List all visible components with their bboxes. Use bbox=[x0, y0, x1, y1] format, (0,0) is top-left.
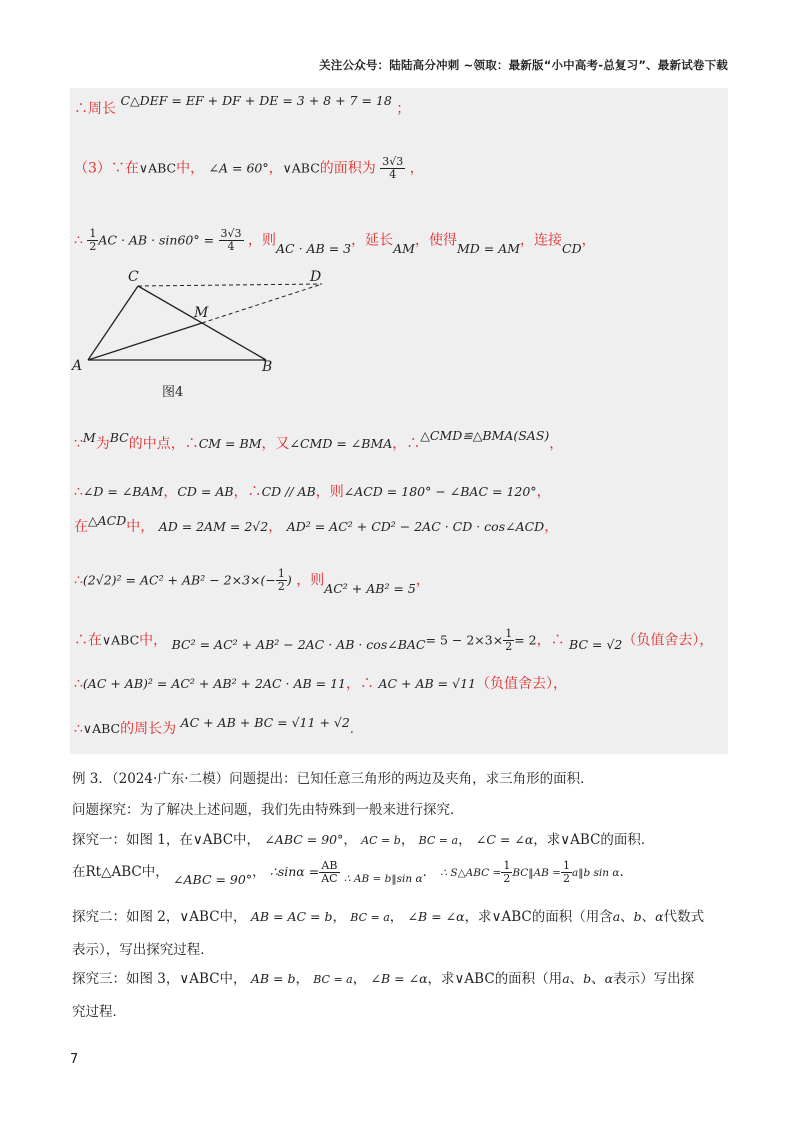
text: ； bbox=[396, 101, 411, 117]
formula: ∠CMD = ∠BMA bbox=[289, 436, 393, 451]
formula: BC = √2 bbox=[569, 636, 623, 652]
text: ， bbox=[268, 160, 283, 177]
formula: AC + AB + BC = √11 + √2 bbox=[180, 715, 350, 730]
formula: ∨ABC bbox=[454, 971, 495, 987]
formula: (AC + AB)² = AC² + AB² + 2AC · AB = 11 bbox=[82, 676, 347, 691]
fraction: $\frac{1}{2}$ bbox=[562, 859, 570, 885]
text: 在 bbox=[72, 864, 86, 880]
text: ， bbox=[415, 572, 430, 589]
formula: ∠ACD = 180° − ∠BAC = 120° bbox=[343, 484, 537, 499]
text: ∴ bbox=[74, 232, 83, 249]
text: 在 bbox=[74, 519, 88, 535]
text: ， bbox=[581, 232, 596, 249]
exploration-one bbox=[72, 828, 654, 848]
text: ，则 bbox=[296, 572, 325, 589]
formula: BC = a bbox=[418, 834, 459, 847]
formula: b bbox=[633, 909, 642, 924]
formula: M bbox=[82, 430, 96, 445]
text: 中， bbox=[141, 864, 169, 880]
formula: ∨ABC bbox=[179, 909, 220, 925]
text: ． bbox=[422, 864, 437, 880]
text: （3）∵在 bbox=[74, 160, 139, 177]
formula: ∴sinα = bbox=[269, 864, 320, 879]
text: ∵ bbox=[74, 436, 83, 452]
text: 的面积（用含 bbox=[531, 909, 613, 925]
formula: AM bbox=[393, 240, 415, 256]
formula: ∨ABC bbox=[560, 832, 601, 848]
exploration-one-solution bbox=[72, 860, 633, 885]
text: ， bbox=[544, 519, 559, 535]
solution-line-5 bbox=[74, 481, 551, 501]
formula: ∨ABC bbox=[179, 971, 220, 987]
formula: △ACD bbox=[88, 513, 127, 528]
fraction: $\frac{1}{2}$ bbox=[503, 859, 511, 885]
text: ，∴ bbox=[536, 632, 565, 649]
label-c: C bbox=[128, 269, 139, 285]
formula: ∨ABC bbox=[82, 721, 121, 736]
formula: a‖b sin α bbox=[571, 867, 620, 879]
text: ∴ bbox=[74, 721, 83, 737]
formula: = 2 bbox=[514, 632, 537, 648]
example-intro: 例 3．（2024·广东·二模）问题提出：已知任意三角形的两边及夹角，求三角形的面积． bbox=[72, 771, 594, 787]
text: ， bbox=[549, 436, 564, 452]
text: ∴ bbox=[74, 484, 83, 500]
exploration-three-cont: 究过程． bbox=[72, 1004, 126, 1020]
text: ， bbox=[295, 971, 309, 987]
label-m: M bbox=[194, 305, 209, 321]
text: ． bbox=[619, 864, 633, 880]
text: ，求 bbox=[464, 909, 492, 925]
text: ，∴ bbox=[392, 436, 421, 452]
text: ， bbox=[458, 832, 472, 848]
text: ， bbox=[163, 484, 178, 500]
formula: ∠A = 60° bbox=[208, 160, 269, 176]
text: 探究一：如图 1，在 bbox=[72, 832, 193, 848]
formula: CD bbox=[562, 240, 582, 256]
text: 中， bbox=[126, 519, 155, 535]
formula: BC² = AC² + AB² − 2AC · AB · cos∠BAC bbox=[171, 636, 426, 652]
fraction: $\frac{AB}{AC}$ bbox=[321, 859, 338, 885]
formula: MD = AM bbox=[456, 240, 521, 256]
text: ，连接 bbox=[520, 232, 563, 249]
formula: ∨ABC bbox=[282, 160, 320, 176]
text: ，∴ bbox=[233, 484, 262, 500]
formula: AC² + AB² = 5 bbox=[324, 580, 416, 596]
text: ∴在 bbox=[74, 632, 102, 649]
text: ， bbox=[268, 519, 283, 535]
text: 探究三：如图 3， bbox=[72, 971, 180, 987]
formula: ∴ S△ABC = bbox=[440, 867, 502, 879]
text: . bbox=[349, 721, 354, 736]
text: 、 bbox=[620, 909, 634, 925]
formula: CD // AB bbox=[261, 484, 316, 499]
formula: △CMD≌△BMA(SAS) bbox=[420, 428, 550, 443]
solution-line-2 bbox=[74, 156, 424, 181]
solution-line-1 bbox=[74, 93, 411, 118]
text: （负值舍去）， bbox=[622, 632, 714, 649]
text: 表示）写出探 bbox=[613, 971, 695, 987]
label-d: D bbox=[310, 269, 322, 285]
text: 、 bbox=[641, 909, 656, 925]
formula: AD = 2AM = 2√2 bbox=[158, 519, 269, 534]
text: ， bbox=[352, 971, 367, 987]
solution-line-4 bbox=[74, 428, 564, 453]
text: ， bbox=[409, 160, 424, 177]
solution-line-3 bbox=[74, 227, 596, 256]
solution-line-10 bbox=[74, 715, 354, 738]
text: （负值舍去）， bbox=[476, 676, 567, 692]
text: ，则 bbox=[248, 232, 277, 249]
formula: b bbox=[583, 971, 592, 986]
formula: ∠ABC = 90° bbox=[173, 872, 253, 887]
formula: ∨ABC bbox=[102, 632, 140, 648]
triangle-figure bbox=[70, 268, 370, 378]
text: 的面积． bbox=[600, 832, 655, 848]
formula: Rt△ABC bbox=[85, 864, 142, 880]
formula: ∠B = ∠α bbox=[407, 909, 465, 924]
text: 中， bbox=[139, 632, 168, 649]
text: ， bbox=[252, 864, 266, 880]
fraction: $\frac{3√3}{4}$ bbox=[220, 227, 242, 253]
formula: ∠C = ∠α bbox=[475, 832, 534, 847]
formula: a bbox=[562, 971, 570, 986]
text: 的面积为 bbox=[319, 160, 376, 177]
example-approach: 问题探究：为了解决上述问题，我们先由特殊到一般来进行探究． bbox=[72, 802, 464, 818]
text: 中， bbox=[233, 832, 261, 848]
page-number: 7 bbox=[70, 1052, 79, 1067]
text: ，延长 bbox=[351, 232, 394, 249]
formula: CM = BM bbox=[198, 436, 262, 451]
solution-line-6 bbox=[74, 513, 559, 536]
text: ， bbox=[332, 909, 346, 925]
formula: BC bbox=[109, 430, 129, 445]
text: 的中点，∴ bbox=[128, 436, 199, 452]
exploration-two-cont: 表示），写出探究过程． bbox=[72, 942, 214, 958]
fraction: $\frac{3√3}{4}$ bbox=[382, 155, 404, 181]
text: 中， bbox=[219, 909, 247, 925]
text: 探究二：如图 2， bbox=[72, 909, 180, 925]
text: ，则 bbox=[315, 484, 344, 500]
formula: AC + AB = √11 bbox=[378, 676, 476, 691]
formula: AC = b bbox=[361, 834, 401, 847]
formula: ∠B = ∠α bbox=[370, 971, 428, 986]
text: ∴ bbox=[74, 572, 83, 589]
text: 中， bbox=[176, 160, 205, 177]
solution-line-8 bbox=[74, 628, 713, 653]
text: ，求 bbox=[427, 971, 455, 987]
formula: AC · AB = 3 bbox=[276, 240, 352, 256]
fraction: $\frac{1}{2}$ bbox=[505, 627, 513, 653]
text: ∴ bbox=[74, 676, 83, 692]
formula: a bbox=[612, 909, 621, 924]
text: ，使得 bbox=[414, 232, 457, 249]
text: ，∴ bbox=[346, 676, 375, 692]
formula: C△DEF = EF + DF + DE = 3 + 8 + 7 = 18 bbox=[120, 93, 392, 108]
label-a: A bbox=[72, 358, 83, 374]
formula: ∴ AB = b‖sin α bbox=[343, 873, 423, 885]
text: 的面积（用 bbox=[494, 971, 563, 987]
text: ，又 bbox=[261, 436, 290, 452]
solution-block bbox=[70, 88, 728, 754]
text: 为 bbox=[95, 436, 110, 452]
formula: AC · AB · sin60° = bbox=[98, 232, 215, 248]
text: ， bbox=[343, 832, 357, 848]
page-header: 关注公众号：陆陆高分冲刺 ~领取：最新版“小中高考-总复习”、最新试卷下载 bbox=[319, 58, 728, 72]
formula: ) bbox=[286, 572, 292, 588]
formula: CD = AB bbox=[177, 484, 234, 499]
fraction: $\frac{1}{2}$ bbox=[277, 567, 285, 593]
formula: ∠ABC = 90° bbox=[264, 832, 344, 847]
exploration-three bbox=[72, 967, 694, 987]
text: 、 bbox=[569, 971, 584, 987]
formula: α bbox=[655, 909, 664, 924]
text: ，求 bbox=[533, 832, 561, 848]
text: 的周长为 bbox=[120, 721, 177, 737]
formula: ∨ABC bbox=[491, 909, 532, 925]
text: ， bbox=[389, 909, 404, 925]
solution-line-7 bbox=[74, 567, 430, 596]
formula: ∠D = ∠BAM bbox=[82, 484, 164, 499]
formula: ∨ABC bbox=[138, 160, 177, 176]
formula: AB = b bbox=[250, 971, 296, 986]
label-b: B bbox=[262, 359, 273, 375]
text: ∴周长 bbox=[74, 101, 116, 117]
formula: AB = AC = b bbox=[250, 909, 333, 924]
text: 、 bbox=[591, 971, 605, 987]
exploration-two bbox=[72, 905, 704, 925]
text: 代数式 bbox=[663, 909, 705, 925]
text: ， bbox=[536, 484, 551, 500]
formula: BC‖AB = bbox=[512, 867, 561, 879]
solution-line-9 bbox=[74, 673, 567, 693]
formula: (2√2)² = AC² + AB² − 2×3×(− bbox=[82, 572, 276, 588]
text: ， bbox=[400, 832, 415, 848]
formula: α bbox=[604, 971, 614, 986]
formula: = 5 − 2×3× bbox=[425, 632, 504, 648]
fraction: $\frac{1}{2}$ bbox=[89, 227, 97, 253]
formula: BC = a bbox=[313, 973, 353, 986]
formula: BC = a bbox=[350, 911, 390, 924]
text: 中， bbox=[219, 971, 247, 987]
formula: ∨ABC bbox=[192, 832, 234, 848]
formula: AD² = AC² + CD² − 2AC · CD · cos∠ACD bbox=[286, 519, 545, 534]
figure-caption: 图4 bbox=[162, 385, 184, 400]
